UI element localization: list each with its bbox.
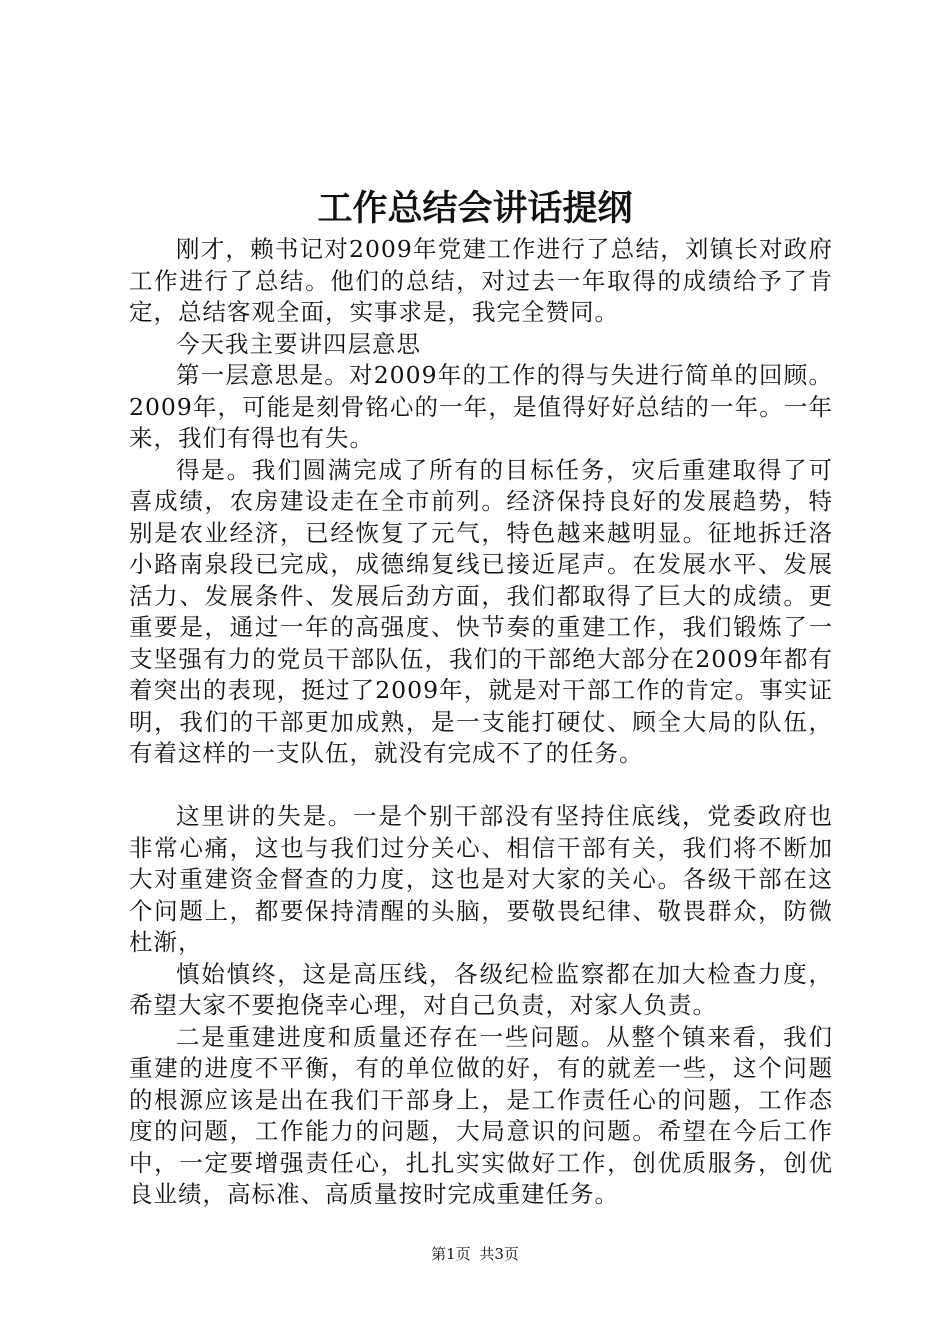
document-title: 工作总结会讲话提纲 [317, 188, 633, 229]
paragraph-second-issue: 二是重建进度和质量还存在一些问题。从整个镇来看，我们重建的进度不平衡，有的单位做的好，有的就差一些，这个问题的根源应该是出在我们干部身上，是工作责任心的问题，工作态度的问题，工作能力的问题，大局意识的问题。希望在今后工作中，一定要增强责任心，扎扎实实做好工作，创优质服务，创优良业绩，高标准、高质量按时完成重建任务。 [129, 1022, 833, 1208]
paragraph-first-point: 第一层意思是。对2009年的工作的得与失进行简单的回顾。2009年，可能是刻骨铭心的一年，是值得好好总结的一年。一年来，我们有得也有失。 [129, 361, 833, 452]
paragraph-outline: 今天我主要讲四层意思 [176, 329, 421, 358]
paragraph-spacer [129, 770, 833, 802]
page-number: 第1页 [431, 1245, 471, 1263]
paragraph-caution: 慎始慎终，这是高压线，各级纪检监察都在加大检查力度，希望大家不要抱侥幸心理，对自己负责，对家人负责。 [129, 959, 833, 1019]
document-body [129, 234, 833, 1211]
page-total: 共3页 [479, 1245, 519, 1263]
paragraph-intro: 刚才，赖书记对2009年党建工作进行了总结，刘镇长对政府工作进行了总结。他们的总结，对过去一年取得的成绩给予了肯定，总结客观全面，实事求是，我完全赞同。 [129, 235, 833, 326]
paragraph-losses: 这里讲的失是。一是个别干部没有坚持住底线，党委政府也非常心痛，这也与我们过分关心、相信干部有关，我们将不断加大对重建资金督查的力度，这也是对大家的关心。各级干部在这个问题上，都要保持清醒的头脑，要敬畏纪律、敬畏群众，防微杜渐， [129, 802, 833, 956]
page-footer [0, 1244, 950, 1264]
paragraph-gains: 得是。我们圆满完成了所有的目标任务，灾后重建取得了可喜成绩，农房建设走在全市前列。经济保持良好的发展趋势，特别是农业经济，已经恢复了元气，特色越来越明显。征地拆迁洛小路南泉段已完成，成德绵复线已接近尾声。在发展水平、发展活力、发展条件、发展后劲方面，我们都取得了巨大的成绩。更重要是，通过一年的高强度、快节奏的重建工作，我们锻炼了一支坚强有力的党员干部队伍，我们的干部绝大部分在2009年都有着突出的表现，挺过了2009年，就是对干部工作的肯定。事实证明，我们的干部更加成熟，是一支能打硬仗、顾全大局的队伍，有着这样的一支队伍，就没有完成不了的任务。 [129, 455, 833, 767]
